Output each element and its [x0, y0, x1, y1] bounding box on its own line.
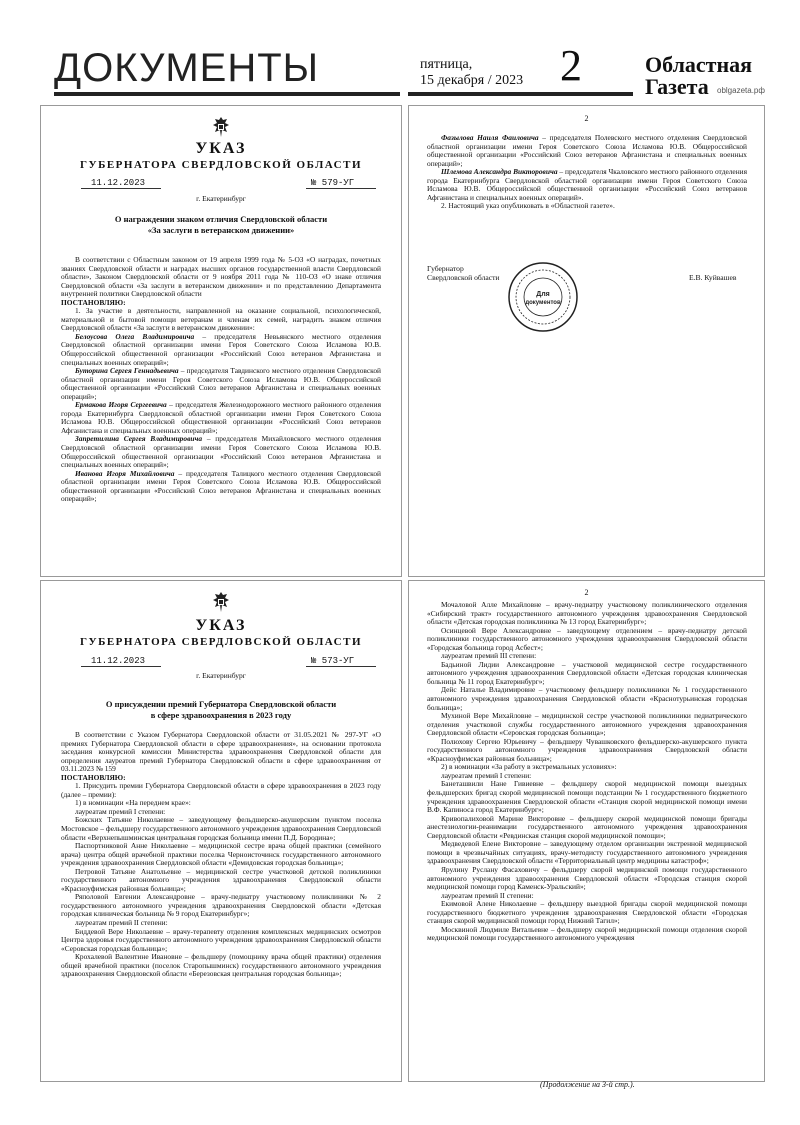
paragraph: лауреатам премий II степени:: [75, 918, 168, 928]
signatory-name: Е.В. Куйвашев: [689, 273, 737, 282]
decree-title-2: «За заслуги в ветеранском движении»: [147, 225, 295, 235]
paragraph: Паспортниковой Анне Николаевне – медицинской сестре врача общей практики (семейного врача) центра общей врачебной практики поселка Черноисточинск государственного автономного учреждения здравоохранения Свердловской области «Демидовская городская больница»;: [61, 841, 381, 868]
awardee-4: [61, 435, 381, 469]
newspaper-name-2: Газета: [645, 74, 709, 99]
coat-of-arms-icon: [210, 116, 232, 138]
awardee-desc: – председателя Михайловского местного отделения Свердловской областной организации имени Героя Советского Союза Исламова Ю.В. Общероссийской общественной организации «Российский Союз ветеранов Афганистана и специальных военных операций»;: [61, 434, 382, 470]
role-line-2: Свердловской области: [427, 273, 500, 282]
paragraph: 1) в номинации «На переднем крае»:: [75, 798, 191, 808]
paragraph: лауреатам премий I степени:: [441, 770, 532, 780]
awardee-5: [61, 470, 381, 504]
decree-preamble: В соответствии с Указом Губернатора Свердловской области от 31.05.2021 № 297-УГ «О премиях Губернатора Свердловской области в сфере здравоохранения», на основании протокола заседания конкурсной комиссии Министерства здравоохранения Свердловской области для определения лауреатов премий Губернатора Свердловской области в сфере здравоохранения от 03.11.2023 № 159: [61, 730, 381, 774]
awardee-name: Шлемова Александра Викторовича: [441, 167, 558, 177]
masthead-rule: [54, 92, 400, 96]
paragraph: Крохалевой Валентине Ивановне – фельдшеру (помощнику врача общей практики) отделения общей врачебной практики (поселок Старопышминск) государственного автономного учреждения здравоохранения Свердловской области «Березовская центральная городская больница»;: [61, 952, 381, 979]
paragraph: Божских Татьяне Николаевне – заведующему фельдшерско-акушерским пунктом поселка Мостовское – фельдшеру государственного автономного учреждения здравоохранения Свердловской области «Верхнепышминская центральная городская больница имени П.Д. Бородина»;: [61, 815, 381, 842]
paragraph: Москвиной Людмиле Витальевне – фельдшеру скорой медицинской помощи отделения скорой медицинской помощи государственного автономного учреждения: [427, 924, 747, 943]
awardee-name: Белоусова Олега Владимировича: [75, 331, 195, 341]
paragraph: Петровой Татьяне Анатольевне – медицинской сестре участковой детской поликлиники государственного автономного учреждения здравоохранения Свердловской области «Красноуфимская районная больница»;: [61, 866, 381, 893]
awardee-name: Ермакова Игоря Сергеевича: [75, 400, 167, 410]
paragraph: Медведевой Елене Викторовне – заведующему отделом организации экстренной медицинской помощи в чрезвычайных ситуациях, врачу-методисту государственного автономного учреждения здравоохранения Свердловской области «Территориальный центр медицины катастроф»;: [427, 839, 747, 866]
issue-date-text: 15 декабря / 2023: [420, 73, 524, 88]
paragraph: Банеташвили Нане Гивиевне – фельдшеру скорой медицинской помощи выездных фельдшерских бригад скорой медицинской помощи подстанции № 1 государственного бюджетного учреждения здравоохранения Свердловской области «Станция скорой медицинской помощи имени В.Ф. Капиноса город Екатеринбург»;: [427, 779, 747, 815]
section-title: ДОКУМЕНТЫ: [54, 46, 320, 90]
awardee-desc: – председателя Полевского местного отделения Свердловской областной организации имени Героя Советского Союза Исламова Ю.В. Общероссийской общественной организации «Российский Союз ветеранов Афганистана и специальных военных операций»;: [427, 133, 747, 168]
paragraph: Екимовой Алене Николаевне – фельдшеру выездной бригады скорой медицинской помощи государственного бюджетного учреждения здравоохранения Свердловской области «Городская станция скорой медицинской помощи город Нижний Тагил»;: [427, 899, 747, 926]
page-number: 2: [584, 588, 589, 597]
awardee-name: Иванова Игоря Михайловича: [75, 468, 175, 478]
decree-body: [61, 256, 381, 504]
paragraph: Мухиной Вере Михайловне – медицинской сестре участковой поликлиники педиатрического отделения участковой службы государственного автономного учреждения здравоохранения Свердловской области «Серовская городская больница»;: [427, 711, 747, 738]
decree-title-1: О присуждении премий Губернатора Свердловской области: [105, 699, 337, 709]
awardee-desc: – председателя Талицкого местного отделения Свердловской областной организации имени Героя Советского Союза Исламова Ю.В. Общероссийской общественной организации «Российский Союз ветеранов Афганистана и специальных военных операций»;: [61, 468, 382, 504]
paragraph: Бадьиной Лидии Александровне – участковой медицинской сестре государственного автономного учреждения здравоохранения Свердловской области «Детская городская клиническая больница № 11 город Екатеринбург»;: [427, 659, 747, 686]
city: г. Екатеринбург: [196, 194, 246, 203]
paragraph: Биддевой Вере Николаевне – врачу-терапевту отделения комплексных медицинских осмотров Центра здоровья государственного автономного учреждения здравоохранения Свердловской области «Серовская городская больница»;: [61, 926, 381, 953]
issue-weekday: пятница,: [420, 57, 473, 72]
date-underline: [81, 666, 161, 667]
decree-resolve: ПОСТАНОВЛЯЮ:: [61, 297, 126, 307]
paragraph: Мочаловой Алле Михайловне – врачу-педиатру участковому поликлинического отделения «Сибирский тракт» государственного автономного учреждения здравоохранения Свердловской области «Детская городская поликлиника № 13 город Екатеринбург»;: [427, 600, 747, 627]
masthead: [0, 0, 800, 100]
paragraph: Ярулину Руслану Фасаховичу – фельдшеру скорой медицинской помощи государственного автономного учреждения здравоохранения Свердловской области «Городская станция скорой медицинской помощи город Каменск-Уральский»;: [427, 864, 747, 892]
issuer-heading: ГУБЕРНАТОРА СВЕРДЛОВСКОЙ ОБЛАСТИ: [80, 159, 362, 171]
paragraph: Кривопалиховой Марине Викторовне – фельдшеру скорой медицинской помощи бригады анестезиологии-реанимации государственного автономного учреждения здравоохранения Свердловской области «Ревдинская станция скорой медицинской помощи»;: [427, 813, 747, 840]
decree-body: [427, 601, 747, 943]
awardee-7: [427, 168, 747, 202]
awardee-desc: – председателя Невьянского местного отделения Свердловской областной организации имени Героя Советского Союза Исламова Ю.В. Общероссийской общественной организации «Российский Союз ветеранов Афганистана и специальных военных операций»;: [61, 331, 381, 367]
decree-573-page-2: [408, 580, 765, 1082]
city: г. Екатеринбург: [196, 671, 246, 680]
decree-title-1: О награждении знаком отличия Свердловской области: [114, 214, 328, 224]
awardee-desc: – председателя Тавдинского местного отделения Свердловской областной организации имени Героя Советского Союза Исламова Ю.В. Общероссийской общественной организации «Российский Союз ветеранов Афганистана и специальных военных операций»;: [61, 366, 381, 401]
awardee-name: Буторина Сергея Геннадьевича: [75, 366, 179, 376]
paragraph: лауреатам премий III степени:: [441, 651, 537, 661]
issuer-heading: ГУБЕРНАТОРА СВЕРДЛОВСКОЙ ОБЛАСТИ: [80, 636, 362, 648]
paragraph: 2) в номинации «За работу в экстремальных условиях»:: [441, 762, 617, 772]
date-underline: [81, 188, 161, 189]
decree-date: 11.12.2023: [91, 178, 146, 188]
decree-number: № 579-УГ: [311, 178, 355, 188]
ukaz-heading: УКАЗ: [195, 617, 247, 634]
decree-title: [71, 214, 371, 236]
awardee-3: [61, 401, 381, 435]
decree-resolve: ПОСТАНОВЛЯЮ:: [61, 772, 126, 782]
role-line-1: Губернатор: [427, 264, 464, 273]
awardee-6: [427, 134, 747, 168]
site-url: oblgazeta.рф: [717, 86, 765, 95]
signature-role: [427, 264, 499, 282]
decree-title: [71, 699, 371, 721]
newspaper-name-1: Областная: [645, 52, 753, 77]
decree-preamble: В соответствии с Областным законом от 19 апреля 1999 года № 5-ОЗ «О наградах, почетных званиях Свердловской области и наградах высших органов государственной власти Свердловской области», Законом Свердловской области от 9 ноября 2011 года № 110-ОЗ «О знаке отличия Свердловской области «За заслуги в ветеранском движении» и по представлению Департамента внутренней политики Свердловской области: [61, 255, 381, 299]
paragraph: лауреатам премий I степени:: [75, 806, 166, 816]
issue-date: [420, 57, 523, 89]
paragraph: лауреатам премий II степени:: [441, 890, 534, 900]
seal-line-2: документов: [525, 300, 561, 306]
awardee-name: Запретилина Сергея Владимировича: [75, 434, 203, 444]
decree-date: 11.12.2023: [91, 656, 146, 666]
decree-number: № 573-УГ: [311, 656, 355, 666]
page-number: 2: [584, 114, 589, 123]
decree-clause-1: 1. За участие в деятельности, направленной на оказание социальной, психологической, материальной и бытовой помощи ветеранам и членам их семей, наградить знаком отличия Свердловской области «За заслуги в ветеранском движении»:: [61, 306, 381, 333]
awardee-name: Фазылова Наиля Фаиловича: [441, 133, 539, 142]
awardee-2: [61, 367, 381, 401]
decree-579-page-1: [40, 105, 402, 577]
ukaz-heading: УКАЗ: [195, 140, 247, 157]
paragraph: 1. Присудить премии Губернатора Свердловской области в сфере здравоохранения в 2023 году (далее – премии):: [61, 781, 381, 799]
decree-title-2: в сфере здравоохранения в 2023 году: [150, 710, 292, 720]
paragraph: Дейс Наталье Владимировне – участковому фельдшеру поликлиники № 1 государственного автономного учреждения здравоохранения Свердловской области «Краснотурьинская городская больница»;: [427, 685, 747, 712]
number-underline: [306, 666, 376, 667]
page-number: 2: [560, 41, 582, 90]
coat-of-arms-icon: [210, 591, 232, 613]
decree-clause-2: 2. Настоящий указ опубликовать в «Областной газете».: [441, 201, 615, 211]
decree-body: [427, 134, 747, 211]
awardee-desc: – председателя Железнодорожного местного районного отделения города Екатеринбурга Свердловской областной организации имени Героя Советского Союза Исламова Ю.В. Общероссийской общественной организации «Российский Союз ветеранов Афганистана и специальных военных операций»;: [61, 400, 381, 435]
paragraph: Полюхову Сергею Юрьевичу – фельдшеру Чувашковского фельдшерско-акушерского пункта государственного автономного учреждения здравоохранения Свердловской области «Красноуфимская районная больница»;: [427, 736, 747, 763]
decree-body: [61, 731, 381, 979]
paragraph: Осинцевой Вере Александровне – заведующему отделением – врачу-педиатру детской поликлиники государственного автономного учреждения здравоохранения Свердловской области «Городская больница город Асбест»;: [427, 625, 747, 652]
awardee-desc: – председателя Чкаловского местного районного отделения города Екатеринбурга Свердловской областной организации имени Героя Советского Союза Исламова Ю.В. Общероссийской общественной организации «Российский Союз ветеранов Афганистана и специальных военных операций».: [427, 167, 748, 202]
decree-573-page-1: [40, 580, 402, 1082]
masthead-rule: [408, 92, 633, 96]
awardee-1: [61, 333, 381, 367]
decree-579-page-2: [408, 105, 765, 577]
paragraph: Ряполовой Евгении Александровне – врачу-педиатру участковому поликлиники № 2 государственного автономного учреждения здравоохранения Свердловской области «Детская городская клиническая больница № 9 город Екатеринбург»;: [61, 892, 381, 919]
number-underline: [306, 188, 376, 189]
official-seal-icon: [507, 261, 579, 333]
continued-note: (Продолжение на 3-й стр.).: [540, 1080, 635, 1089]
seal-line-1: Для: [536, 291, 550, 298]
